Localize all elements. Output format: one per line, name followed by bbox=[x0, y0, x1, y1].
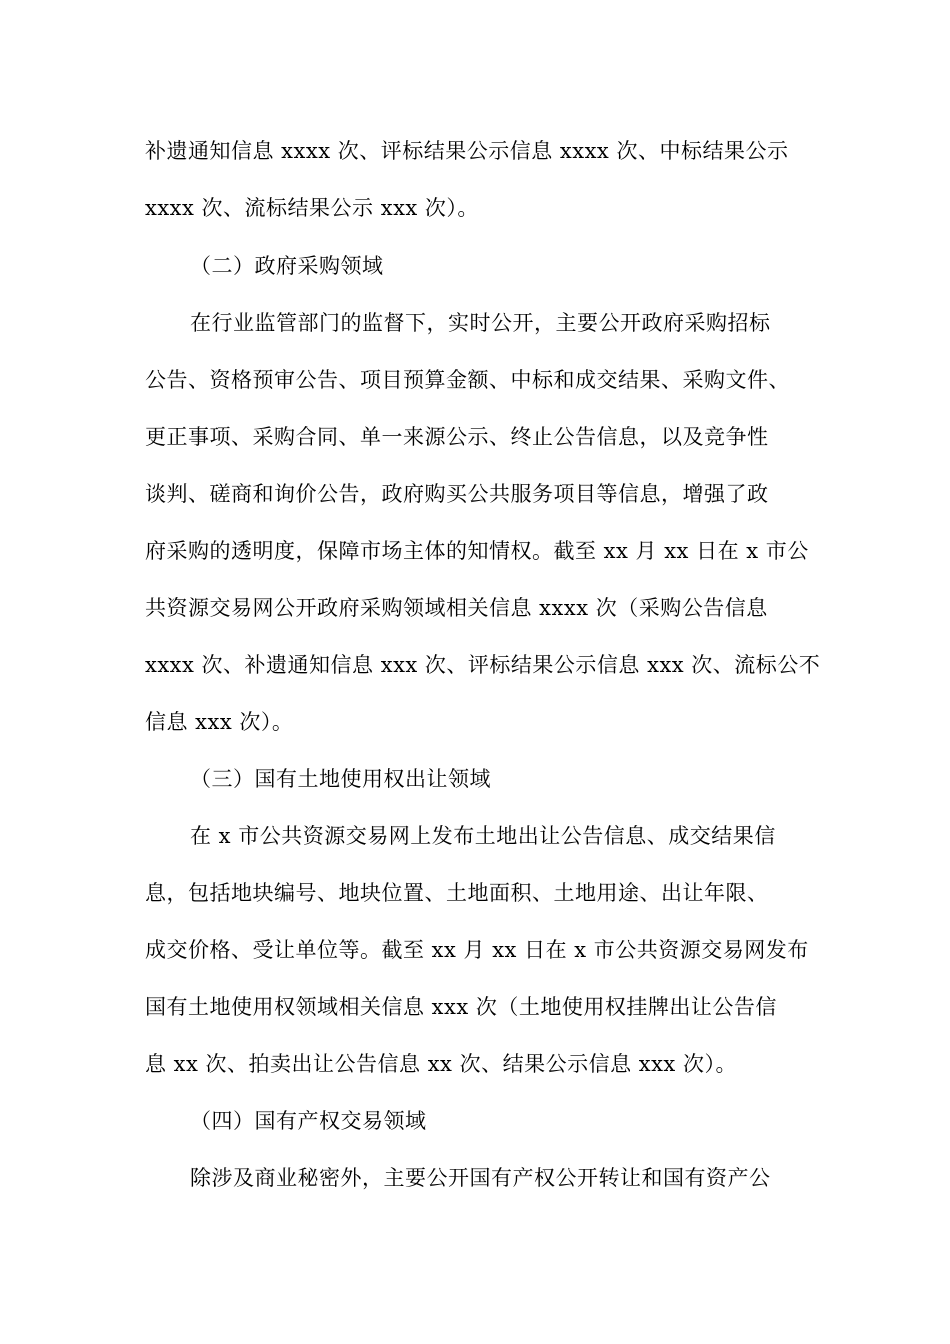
body-text-line: 更正事项、采购合同、单一来源公示、终止公告信息，以及竞争性 bbox=[145, 425, 769, 449]
body-text-line: 谈判、磋商和询价公告，政府购买公共服务项目等信息，增强了政 bbox=[145, 482, 769, 506]
section-heading-land: （三）国有土地使用权出让领域 bbox=[190, 767, 491, 791]
body-text-line: 息 xx 次、拍卖出让公告信息 xx 次、结果公示信息 xxx 次）。 bbox=[145, 1052, 737, 1076]
body-text-line: 公告、资格预审公告、项目预算金额、中标和成交结果、采购文件、 bbox=[145, 368, 790, 392]
body-text-line: 在行业监管部门的监督下，实时公开，主要公开政府采购招标 bbox=[190, 311, 771, 335]
body-text-line: 息，包括地块编号、地块位置、土地面积、土地用途、出让年限、 bbox=[145, 881, 769, 905]
body-text-line: 除涉及商业秘密外，主要公开国有产权公开转让和国有资产公 bbox=[190, 1166, 771, 1190]
body-text-line: 国有土地使用权领域相关信息 xxx 次（土地使用权挂牌出让公告信 bbox=[145, 995, 777, 1019]
body-text-line: 补遗通知信息 xxxx 次、评标结果公示信息 xxxx 次、中标结果公示 bbox=[145, 139, 789, 163]
body-text-line: 成交价格、受让单位等。截至 xx 月 xx 日在 x 市公共资源交易网发布 bbox=[145, 938, 809, 962]
body-text-line: xxxx 次、补遗通知信息 xxx 次、评标结果公示信息 xxx 次、流标公不 bbox=[145, 653, 821, 677]
body-text-line: 信息 xxx 次）。 bbox=[145, 710, 294, 734]
body-text-line: 共资源交易网公开政府采购领域相关信息 xxxx 次（采购公告信息 bbox=[145, 596, 768, 620]
body-text-line: 在 x 市公共资源交易网上发布土地出让公告信息、成交结果信 bbox=[190, 824, 776, 848]
section-heading-property: （四）国有产权交易领域 bbox=[190, 1109, 427, 1133]
section-heading-procurement: （二）政府采购领域 bbox=[190, 254, 384, 278]
body-text-line: xxxx 次、流标结果公示 xxx 次）。 bbox=[145, 196, 479, 220]
body-text-line: 府采购的透明度，保障市场主体的知情权。截至 xx 月 xx 日在 x 市公 bbox=[145, 539, 809, 563]
